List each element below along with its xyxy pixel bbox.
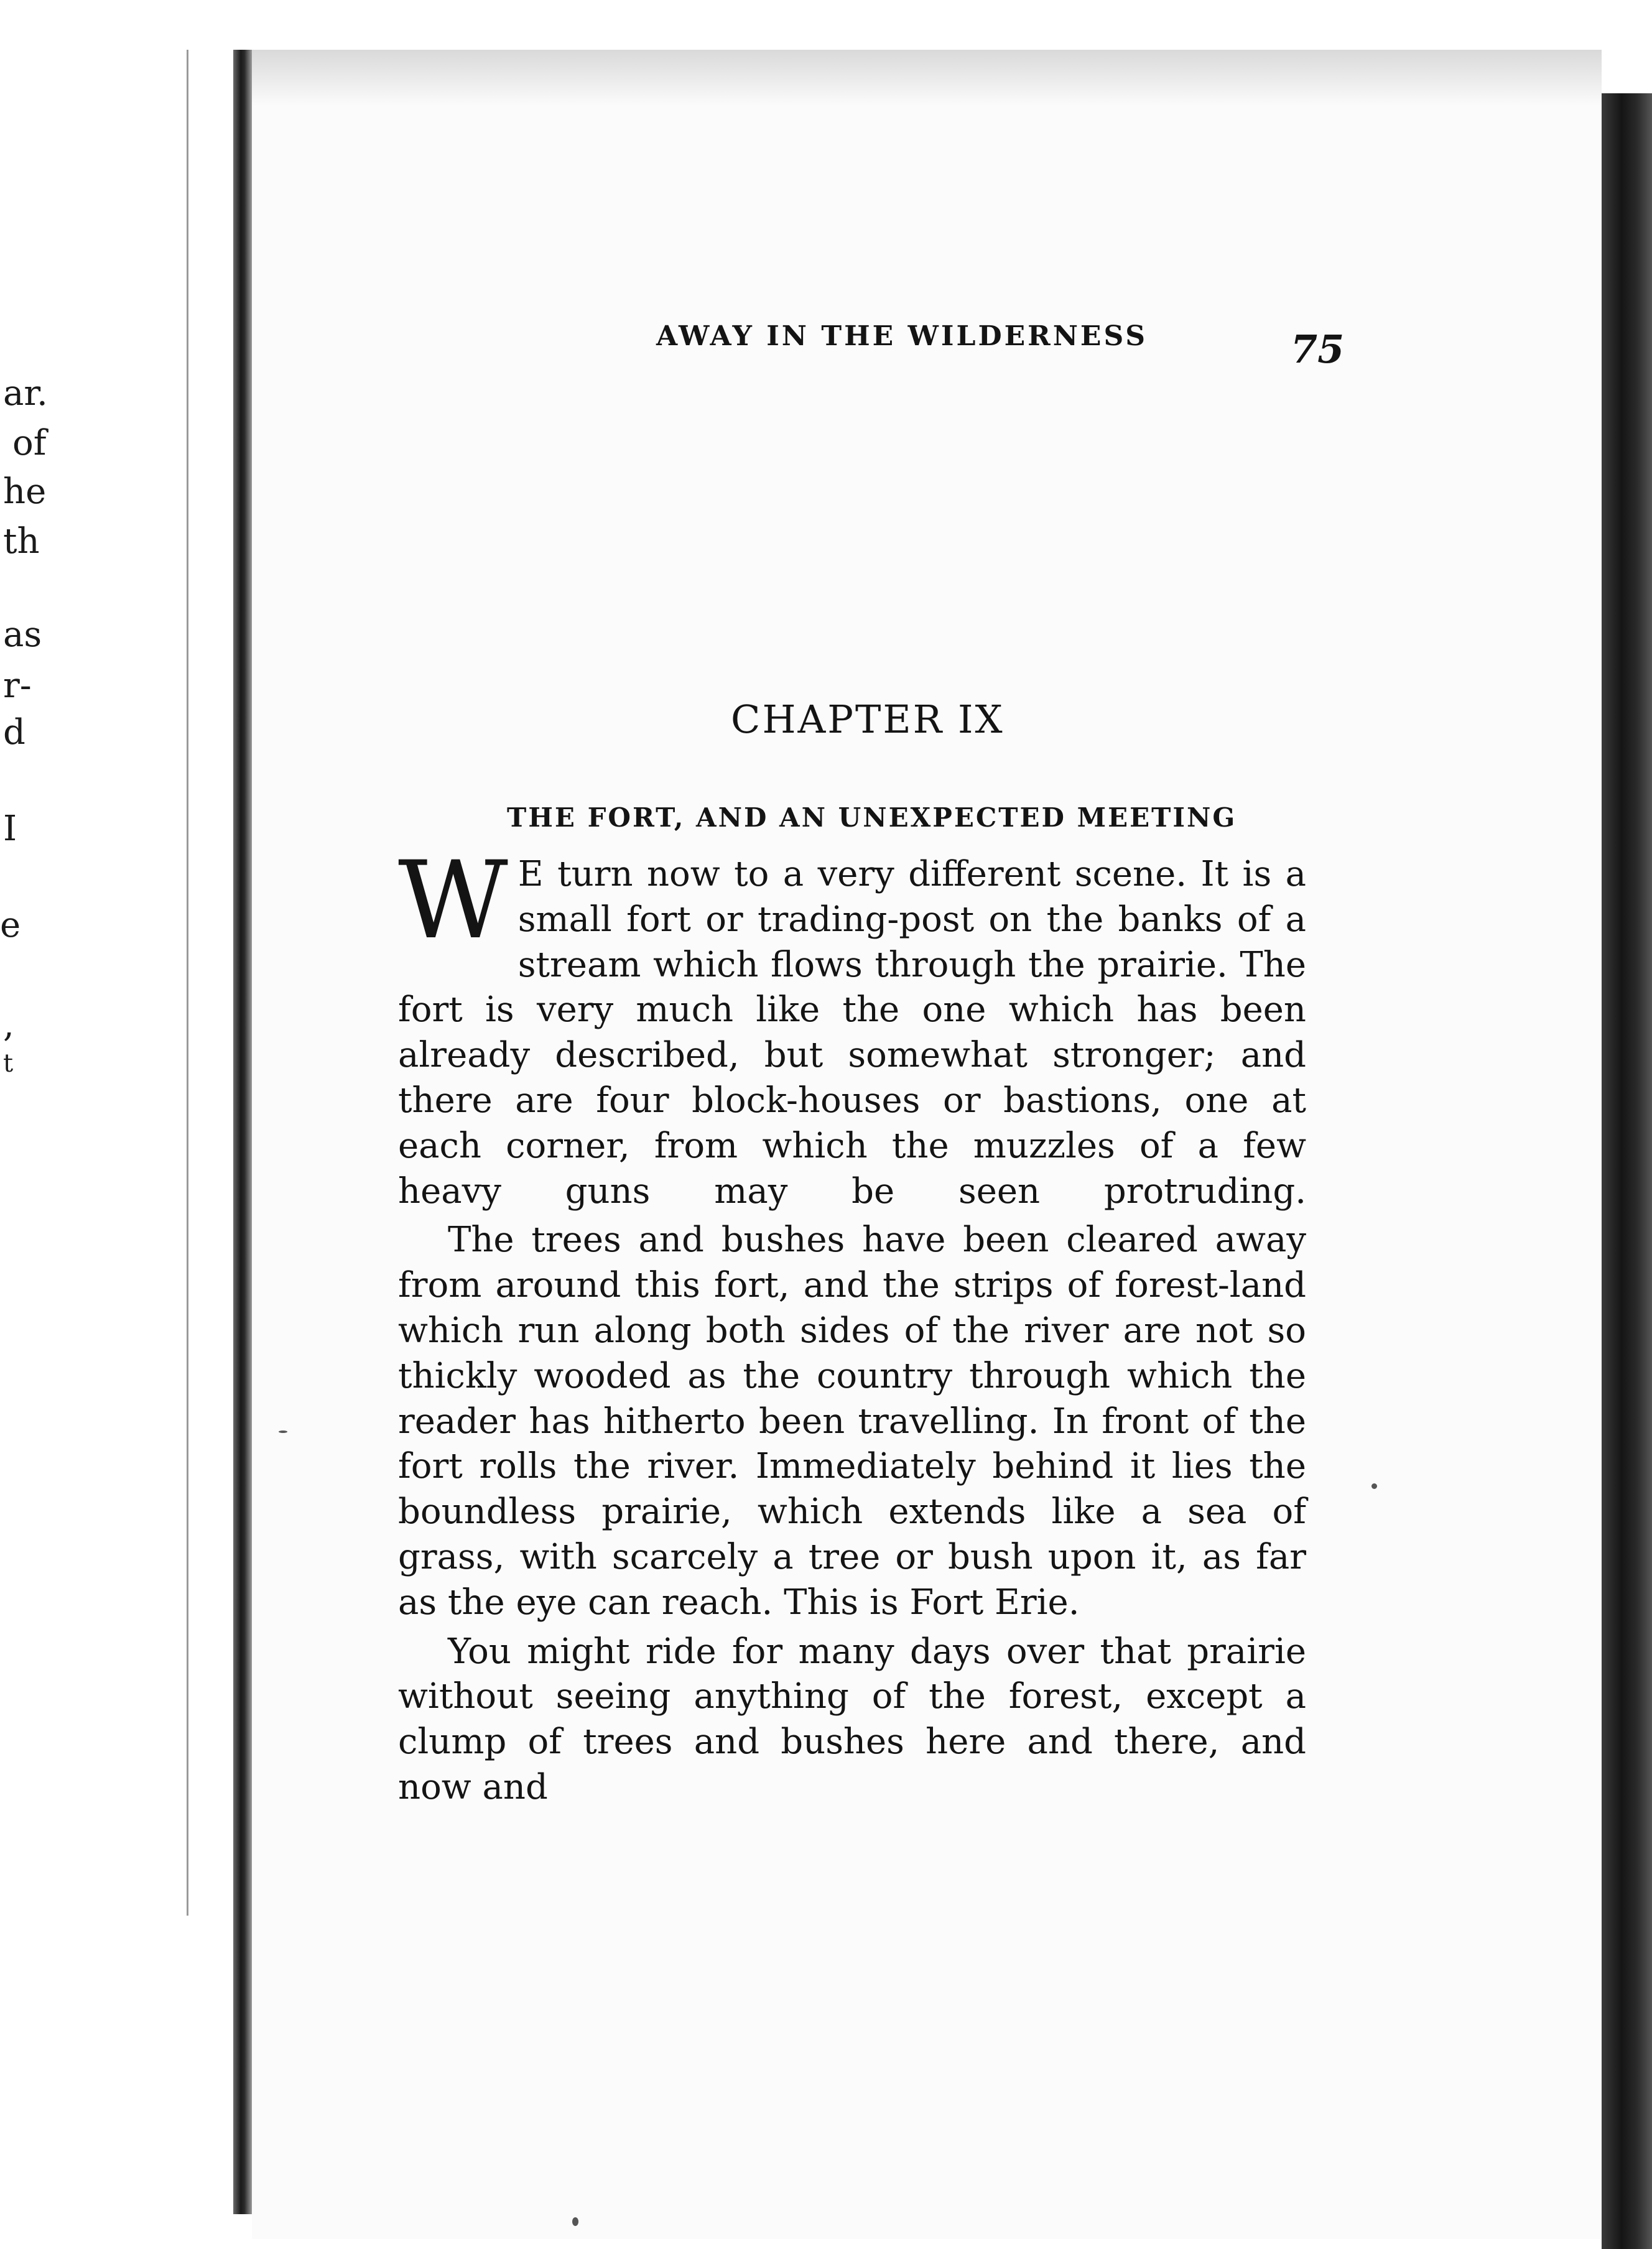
drop-cap: W: [398, 838, 508, 963]
left-fragment: ar.: [3, 373, 48, 414]
left-fragment: th: [3, 521, 40, 562]
page-top-shadow: [252, 50, 1602, 106]
left-fragment: of: [12, 423, 47, 463]
page-number: 75: [1291, 327, 1345, 372]
page-edge-shadow: [1602, 93, 1652, 2249]
chapter-subtitle: THE FORT, AND AN UNEXPECTED MEETING: [507, 802, 1237, 833]
scan-speck: [279, 1431, 287, 1433]
scan-speck: [572, 2217, 578, 2226]
page-fold-line: [187, 50, 188, 1916]
left-fragment: d: [3, 712, 26, 753]
paragraph-text: E turn now to a very different scene. It is a small fort or trading-post on the banks of a stream which flows through the prairie. The fort is very much like the one which has been already described, but somewhat stronger; and there are four block-houses or bastions, one at each corner, from which the muzzles of a few heavy guns may be seen protruding.: [398, 854, 1306, 1212]
body-text: [398, 838, 1306, 1811]
paragraph: The trees and bushes have been cleared away from around this fort, and the strips of forest-land which run along both sides of the river are not so thickly wooded as the country through which the reader has hitherto been travelling. In front of the fort rolls the river. Immediately behind it lies the boundless prairie, which extends like a sea of grass, with scarcely a tree or bush upon it, as far as the eye can reach. This is Fort Erie.: [398, 1220, 1306, 1623]
left-fragment: r-: [3, 665, 32, 706]
chapter-title: CHAPTER IX: [731, 697, 1005, 742]
left-facing-page: [0, 0, 236, 2249]
scan-speck: [1371, 1483, 1377, 1489]
left-fragment: ,: [3, 1004, 14, 1045]
left-fragment: as: [3, 614, 42, 655]
left-fragment: he: [3, 471, 47, 512]
left-fragment: e: [0, 905, 21, 945]
book-gutter: [233, 50, 252, 2214]
running-head: AWAY IN THE WILDERNESS: [656, 320, 1148, 352]
paragraph: [398, 838, 1306, 1214]
left-fragment: t: [3, 1049, 14, 1078]
paragraph: You might ride for many days over that prairie without seeing anything of the forest, except a clump of trees and bushes here and there, and now and: [398, 1631, 1306, 1807]
left-fragment: I: [3, 809, 17, 849]
